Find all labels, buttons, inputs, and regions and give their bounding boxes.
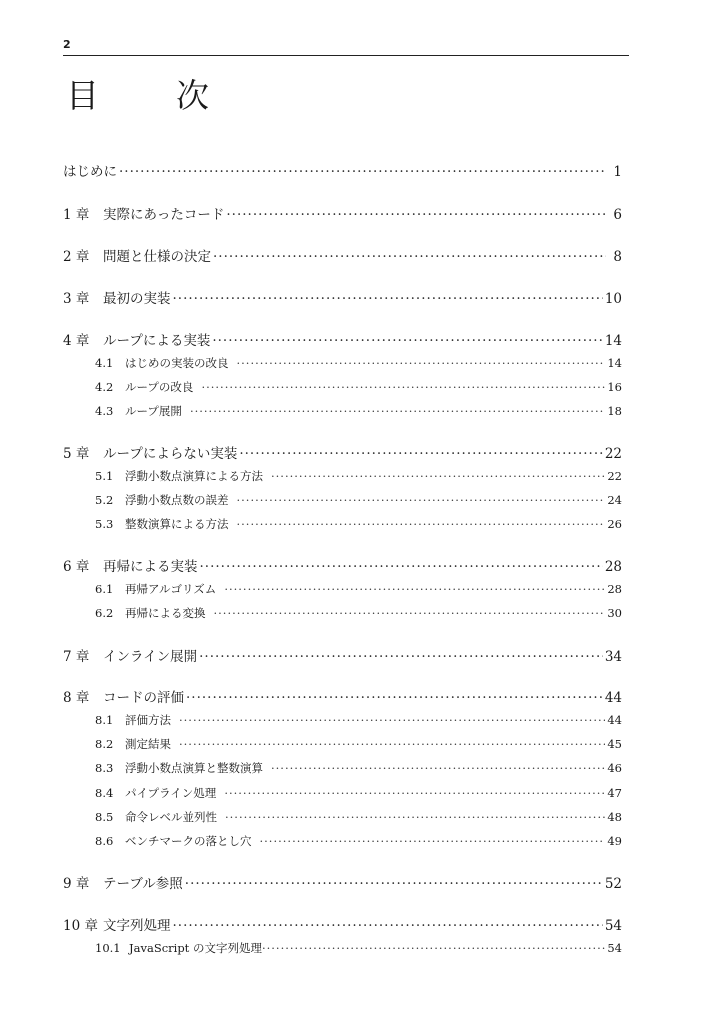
toc-entry-section-10-1[interactable] (63, 940, 622, 956)
toc-entry-chapter-4[interactable] (63, 329, 622, 349)
toc-page: 44 (607, 713, 622, 727)
leader-dots (237, 356, 606, 370)
toc-label: 最初の実装 (103, 291, 171, 307)
leader-dots (173, 918, 603, 934)
toc-entry-section-8-6[interactable] (63, 833, 622, 849)
leader-dots (239, 446, 602, 462)
leader-dots (214, 606, 606, 620)
leader-dots (260, 834, 606, 848)
toc-entry-chapter-3[interactable] (63, 287, 622, 307)
toc-number: 8.6 (95, 834, 114, 848)
leader-dots (226, 207, 606, 223)
toc-page: 24 (607, 493, 622, 507)
toc-number: 7 章 (63, 649, 90, 665)
toc-page: 6 (613, 207, 622, 223)
toc-label: 文字列処理 (103, 918, 171, 934)
toc-number: 8 章 (63, 690, 90, 706)
toc-page: 14 (607, 356, 622, 370)
toc-page: 49 (607, 834, 622, 848)
toc-label: 問題と仕様の決定 (103, 249, 211, 265)
toc-page: 45 (607, 737, 622, 751)
leader-dots (119, 164, 606, 180)
toc-entry-section-5-3[interactable] (63, 516, 622, 532)
toc-page: 34 (604, 649, 622, 665)
toc-number: 5.1 (95, 469, 114, 483)
leader-dots (213, 249, 606, 265)
toc-page: 30 (607, 606, 622, 620)
toc-label: 命令レベル並列性 (125, 810, 217, 824)
toc-entry-section-6-2[interactable] (63, 605, 622, 621)
toc-number: 5 章 (63, 446, 90, 462)
leader-dots (200, 559, 603, 575)
toc-number: 8.2 (95, 737, 114, 751)
toc-entry-chapter-10[interactable] (63, 914, 622, 934)
toc-page: 44 (604, 690, 622, 706)
toc-entry-section-8-5[interactable] (63, 809, 622, 825)
toc-entry-section-8-2[interactable] (63, 736, 622, 752)
leader-dots (237, 493, 606, 507)
toc-page: 22 (607, 469, 622, 483)
toc-page: 28 (604, 559, 622, 575)
toc-entry-section-8-4[interactable] (63, 785, 622, 801)
toc-entry-chapter-1[interactable] (63, 203, 622, 223)
toc-number: 8.4 (95, 786, 114, 800)
leader-dots (185, 876, 603, 892)
toc-label: 測定結果 (125, 737, 171, 751)
toc-entry-section-4-2[interactable] (63, 379, 622, 395)
toc-label: コードの評価 (103, 690, 184, 706)
toc-page: 16 (607, 380, 622, 394)
leader-dots (199, 649, 603, 665)
toc-label: 評価方法 (125, 713, 171, 727)
toc-entry-section-6-1[interactable] (63, 581, 622, 597)
leader-dots (190, 404, 605, 418)
toc-label: インライン展開 (103, 649, 198, 665)
toc-page: 8 (613, 249, 622, 265)
leader-dots (271, 469, 605, 483)
toc-label: ループの改良 (125, 380, 194, 394)
toc-page: 52 (604, 876, 622, 892)
toc-label: 整数演算による方法 (125, 517, 229, 531)
leader-dots (271, 761, 605, 775)
toc-page: 28 (607, 582, 622, 596)
toc-entry-section-4-3[interactable] (63, 403, 622, 419)
toc-label: ループによらない実装 (103, 446, 238, 462)
toc-entry-intro[interactable] (63, 160, 622, 180)
toc-entry-section-4-1[interactable] (63, 355, 622, 371)
leader-dots (224, 582, 605, 596)
toc-label: ループ展開 (125, 404, 182, 418)
toc-entry-chapter-2[interactable] (63, 245, 622, 265)
toc-number: 3 章 (63, 291, 90, 307)
toc-entry-chapter-9[interactable] (63, 872, 622, 892)
toc-number: 4 章 (63, 333, 90, 349)
toc-number: 6 章 (63, 559, 90, 575)
toc-number: 5.2 (95, 493, 114, 507)
toc-page: 10 (604, 291, 622, 307)
toc-number: 5.3 (95, 517, 114, 531)
toc-label: 浮動小数点数の誤差 (125, 493, 229, 507)
toc-entry-section-5-1[interactable] (63, 468, 622, 484)
toc-label: JavaScript の文字列処理 (129, 941, 262, 955)
toc-page: 1 (613, 164, 622, 180)
toc-entry-chapter-5[interactable] (63, 442, 622, 462)
toc-page: 54 (604, 918, 622, 934)
toc-label: 再帰による変換 (125, 606, 206, 620)
leader-dots (173, 291, 603, 307)
toc-label: ループによる実装 (103, 333, 211, 349)
toc-entry-section-5-2[interactable] (63, 492, 622, 508)
leader-dots (201, 380, 605, 394)
page-number: 2 (63, 38, 71, 51)
toc-label: ベンチマークの落とし穴 (125, 834, 252, 848)
leader-dots (212, 333, 602, 349)
toc-number: 6.2 (95, 606, 114, 620)
toc-number: 2 章 (63, 249, 90, 265)
leader-dots (186, 690, 603, 706)
toc-page: 48 (607, 810, 622, 824)
toc-label: はじめに (63, 164, 117, 180)
leader-dots (262, 941, 605, 955)
toc-number: 8.5 (95, 810, 114, 824)
toc-label: 再帰による実装 (103, 559, 198, 575)
toc-page: 54 (607, 941, 622, 955)
toc-page: 14 (604, 333, 622, 349)
toc-page: 47 (607, 786, 622, 800)
leader-dots (224, 786, 605, 800)
toc-label: テーブル参照 (103, 876, 183, 892)
leader-dots (179, 713, 605, 727)
toc-number: 4.1 (95, 356, 114, 370)
toc-label: 浮動小数点演算による方法 (125, 469, 263, 483)
toc-entry-section-8-3[interactable] (63, 760, 622, 776)
toc-number: 9 章 (63, 876, 90, 892)
toc-number: 10.1 (95, 941, 121, 955)
leader-dots (179, 737, 605, 751)
toc-number: 10 章 (63, 918, 98, 934)
page-title: 目 次 (66, 76, 231, 115)
leader-dots (237, 517, 606, 531)
toc-page: 22 (604, 446, 622, 462)
toc-number: 8.1 (95, 713, 114, 727)
toc-number: 1 章 (63, 207, 90, 223)
toc-number: 8.3 (95, 761, 114, 775)
toc-label: 浮動小数点演算と整数演算 (125, 761, 263, 775)
toc-page: 26 (607, 517, 622, 531)
toc-label: パイプライン処理 (125, 786, 217, 800)
leader-dots (225, 810, 605, 824)
toc-number: 4.3 (95, 404, 114, 418)
toc-number: 4.2 (95, 380, 114, 394)
toc-entry-chapter-8[interactable] (63, 686, 622, 706)
header-rule (63, 55, 629, 56)
toc-entry-chapter-6[interactable] (63, 555, 622, 575)
toc-number: 6.1 (95, 582, 114, 596)
toc-label: 再帰アルゴリズム (125, 582, 217, 596)
toc-entry-section-8-1[interactable] (63, 712, 622, 728)
toc-label: はじめの実装の改良 (125, 356, 229, 370)
toc-page: 46 (607, 761, 622, 775)
toc-label: 実際にあったコード (103, 207, 225, 223)
toc-entry-chapter-7[interactable] (63, 645, 622, 665)
toc-page: 18 (607, 404, 622, 418)
